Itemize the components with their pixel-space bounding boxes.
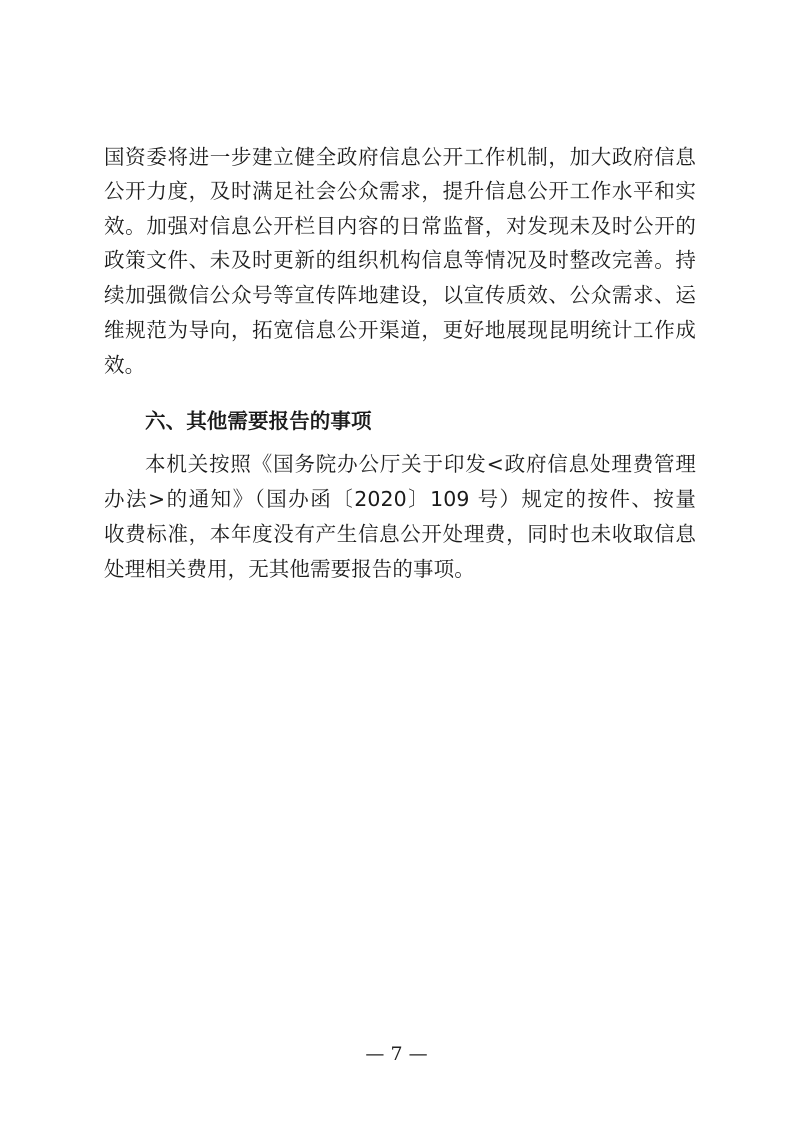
paragraph-line: 办法>的通知》（国办函〔2020〕109 号）规定的按件、按量	[104, 487, 696, 511]
paragraph-line: 国资委将进一步建立健全政府信息公开工作机制，加大政府信息	[104, 145, 696, 169]
paragraph-line: 政策文件、未及时更新的组织机构信息等情况及时整改完善。持	[104, 248, 696, 272]
section-heading: 六、其他需要报告的事项	[145, 409, 372, 433]
paragraph-line: 效。加强对信息公开栏目内容的日常监督，对发现未及时公开的	[104, 214, 696, 238]
paragraph-line: 本机关按照《国务院办公厅关于印发<政府信息处理费管理	[145, 452, 696, 476]
paragraph-line: 维规范为导向，拓宽信息公开渠道，更好地展现昆明统计工作成	[104, 318, 696, 342]
paragraph-line: 续加强微信公众号等宣传阵地建设，以宣传质效、公众需求、运	[104, 283, 696, 307]
page-number: — 7 —	[365, 1043, 428, 1065]
paragraph-line: 效。	[104, 353, 146, 377]
paragraph-line: 公开力度，及时满足社会公众需求，提升信息公开工作水平和实	[104, 179, 696, 203]
paragraph-line: 处理相关费用，无其他需要报告的事项。	[104, 557, 475, 581]
paragraph-line: 收费标准，本年度没有产生信息公开处理费，同时也未收取信息	[104, 522, 696, 546]
